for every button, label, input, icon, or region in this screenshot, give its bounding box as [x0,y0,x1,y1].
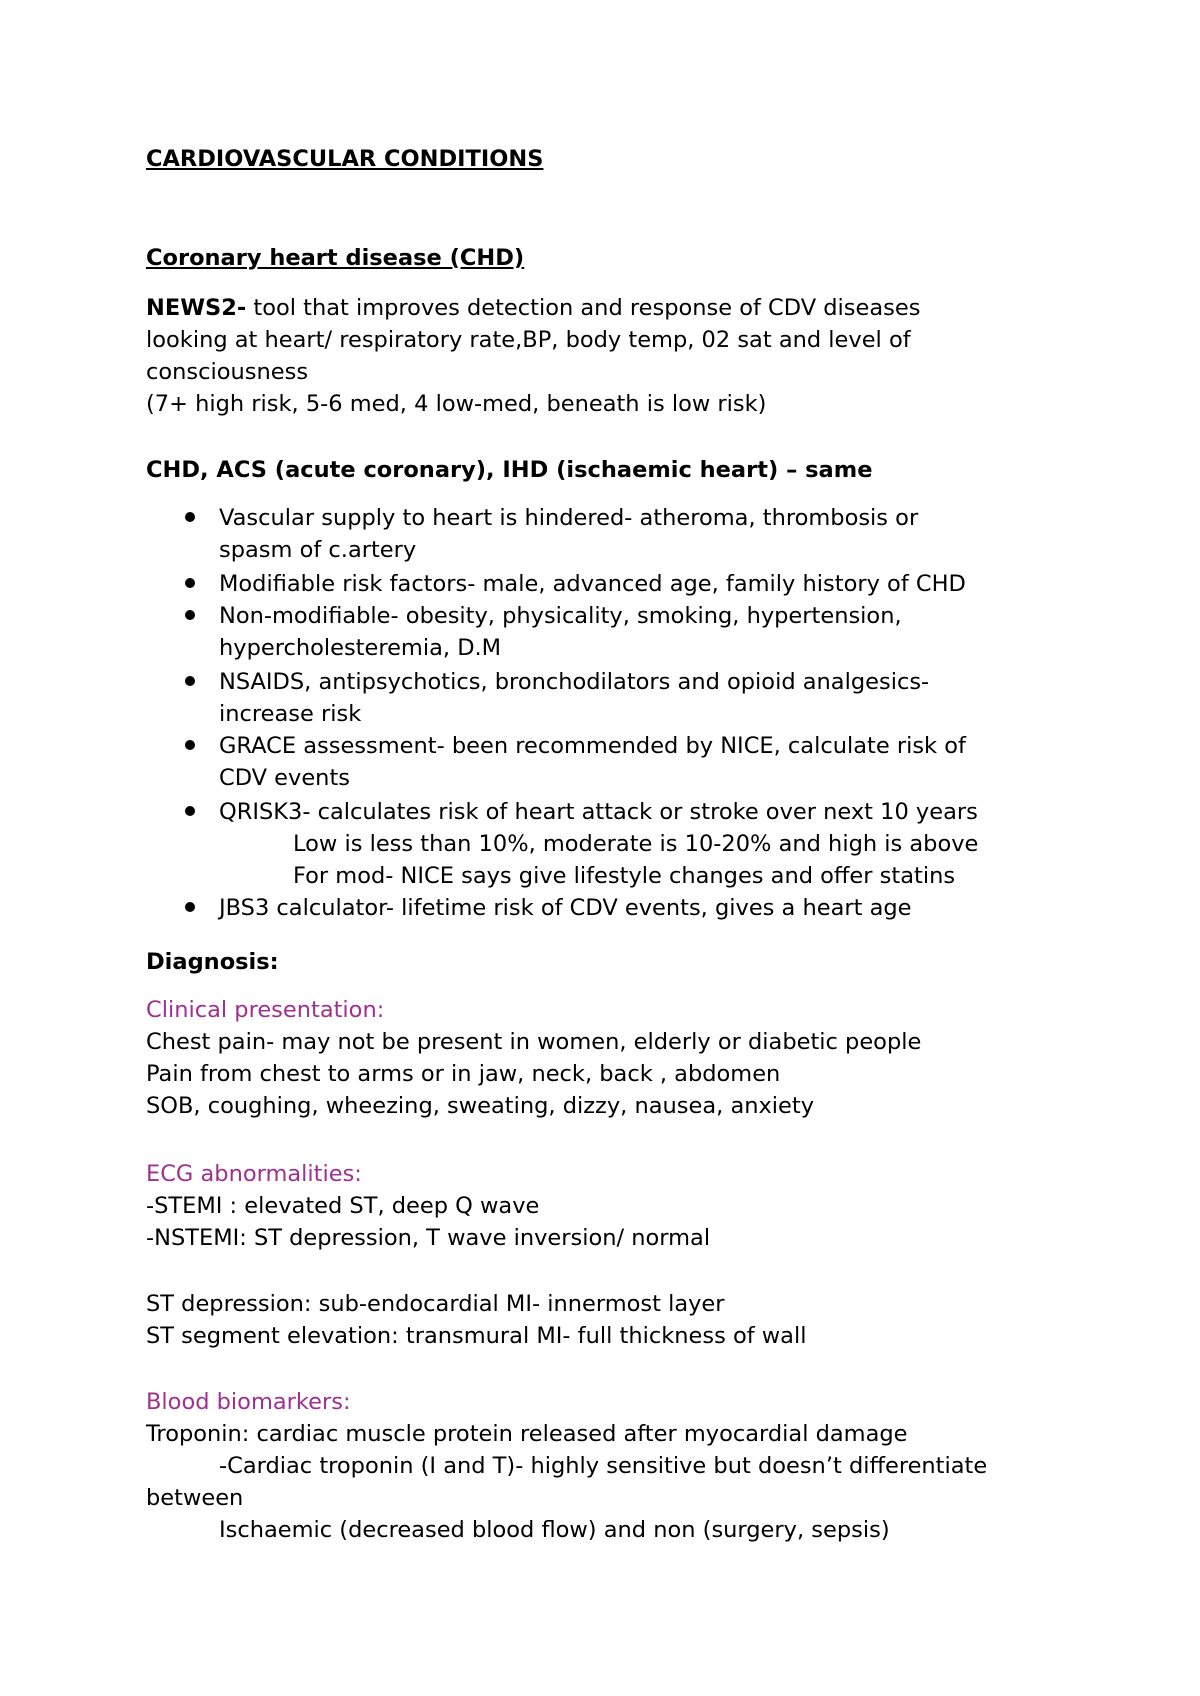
news2-line-1 [146,292,920,324]
list-item: NSAIDS, antipsychotics, bronchodilators and opioid analgesics- [219,669,930,695]
ecg-line: -NSTEMI: ST depression, T wave inversion/ normal [146,1225,711,1251]
bullet-dot [185,902,195,912]
clinical-line: Chest pain- may not be present in women, elderly or diabetic people [146,1029,922,1055]
ecg-heading: ECG abnormalities: [146,1161,362,1187]
troponin-types-line: Ischaemic (decreased blood flow) and non (surgery, sepsis) [219,1517,890,1543]
list-item: QRISK3- calculates risk of heart attack or stroke over next 10 years [219,799,978,825]
st-line: ST segment elevation: transmural MI- full thickness of wall [146,1323,807,1349]
blood-biomarkers-heading: Blood biomarkers: [146,1389,351,1415]
list-item-continuation: CDV events [219,765,350,791]
qrisk-sub-line: For mod- NICE says give lifestyle changes and offer statins [293,863,956,889]
list-item-continuation: spasm of c.artery [219,537,417,563]
news2-text: tool that improves detection and response of CDV diseases [246,295,921,321]
troponin-detail-wrap: between [146,1485,244,1511]
list-item: Non-modifiable- obesity, physicality, smoking, hypertension, [219,603,902,629]
list-item: Modifiable risk factors- male, advanced age, family history of CHD [219,571,966,597]
qrisk-sub-line: Low is less than 10%, moderate is 10-20% and high is above [293,831,979,857]
diagnosis-heading: Diagnosis: [146,949,279,975]
document-title: CARDIOVASCULAR CONDITIONS [146,146,544,172]
list-item-continuation: increase risk [219,701,362,727]
clinical-presentation-heading: Clinical presentation: [146,997,385,1023]
bullet-dot [185,806,195,816]
news2-line-4: (7+ high risk, 5-6 med, 4 low-med, beneath is low risk) [146,391,767,417]
synonyms-heading: CHD, ACS (acute coronary), IHD (ischaemic heart) – same [146,457,873,483]
bullet-dot [185,676,195,686]
bullet-dot [185,610,195,620]
bullet-dot [185,740,195,750]
news2-line-3: consciousness [146,359,309,385]
news2-label: NEWS2- [146,295,247,321]
section-heading: Coronary heart disease (CHD) [146,245,525,271]
troponin-detail-line: -Cardiac troponin (I and T)- highly sensitive but doesn’t differentiate [219,1453,988,1479]
bullet-dot [185,512,195,522]
ecg-line: -STEMI : elevated ST, deep Q wave [146,1193,540,1219]
list-item-continuation: hypercholesteremia, D.M [219,635,502,661]
clinical-line: Pain from chest to arms or in jaw, neck, back , abdomen [146,1061,781,1087]
clinical-line: SOB, coughing, wheezing, sweating, dizzy, nausea, anxiety [146,1093,815,1119]
st-line: ST depression: sub-endocardial MI- innermost layer [146,1291,725,1317]
news2-line-2: looking at heart/ respiratory rate,BP, body temp, 02 sat and level of [146,327,911,353]
list-item: GRACE assessment- been recommended by NICE, calculate risk of [219,733,966,759]
list-item: Vascular supply to heart is hindered- atheroma, thrombosis or [219,505,919,531]
troponin-line: Troponin: cardiac muscle protein released after myocardial damage [146,1421,908,1447]
list-item: JBS3 calculator- lifetime risk of CDV events, gives a heart age [219,895,912,921]
bullet-dot [185,578,195,588]
